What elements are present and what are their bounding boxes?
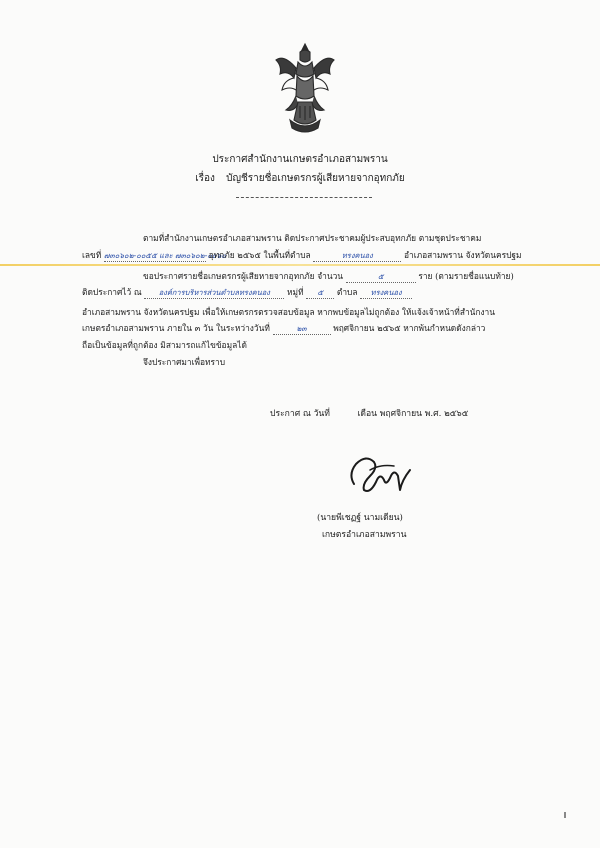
announce-count-label: ขอประกาศรายชื่อเกษตรกรผู้เสียหายจากอุทกภัย จำนวน [143,271,344,281]
posted-at-label: ติดประกาศไว้ ณ [82,287,142,297]
tambon-label: ตำบล [336,287,358,297]
signatory-position: เกษตรอำเภอสามพราน [322,530,407,540]
subdistrict-fill: ทรงคนอง [313,251,401,262]
subject-label: เรื่อง [195,173,215,184]
announcement-date-line [270,406,468,420]
body-line-4 [82,285,412,299]
fold-crease [0,264,600,266]
announcement-subject-line [0,171,600,186]
body-line-8: จึงประกาศมาเพื่อทราบ [143,357,226,367]
date-lead-text: ประกาศ ณ วันที่ [270,409,330,419]
signatory-name: (นายพีเชฏฐ์ นามเดียน) [317,513,403,523]
heading-divider [236,197,372,198]
disaster-area-text: อุทกภัย ๒๕๖๕ ในพื้นที่ตำบล [208,250,311,260]
body-line-6 [82,321,485,335]
deadline-tail-text: พฤศจิกายน ๒๕๖๕ หากพ้นกำหนดดังกล่าว [333,323,486,333]
date-tail-text: เดือน พฤศจิกายน พ.ศ. ๒๕๖๕ [357,409,469,419]
serial-number-fill: ๗๓๐๖๐๒-๐๐๕๕ และ ๗๓๐๖๐๒-๐๐๖๐ [103,251,226,260]
tambon-fill: ทรงคนอง [360,288,412,299]
body-line-7: ถือเป็นข้อมูลที่ถูกต้อง มิสามารถแก้ไขข้อมูลได้ [82,340,247,350]
deadline-date-fill: ๒๓ [273,324,331,335]
subject-text: บัญชีรายชื่อเกษตรกรผู้เสียหายจากอุทกภัย [226,173,405,184]
posting-place-fill: องค์การบริหารส่วนตำบลทรงคนอง [144,288,284,299]
garuda-emblem-icon [272,40,338,136]
district-province-text: อำเภอสามพราน จังหวัดนครปฐม [404,250,522,260]
body-line-3 [143,269,514,283]
signature-mark [340,450,422,498]
attached-list-text: ราย (ตามรายชื่อแนบท้าย) [418,271,514,281]
body-line-1: ตามที่สำนักงานเกษตรอำเภอสามพราน ติดประกาศประชาคมผู้ประสบอุทกภัย ตามชุดประชาคม [143,233,482,243]
deadline-lead-text: เกษตรอำเภอสามพราน ภายใน ๓ วัน ในระหว่างวันที่ [82,323,270,333]
farmer-count-fill: ๕ [346,272,416,283]
moo-label: หมู่ที่ [286,287,304,297]
paper-speck [563,812,567,818]
body-line-2 [82,248,522,262]
serial-label: เลขที่ [82,250,102,260]
body-line-5: อำเภอสามพราน จังหวัดนครปฐม เพื่อให้เกษตรกรตรวจสอบข้อมูล หากพบข้อมูลไม่ถูกต้อง ให้แจ้งเจ้าหน้าที่สำนักงาน [82,307,495,317]
announcement-title: ประกาศสำนักงานเกษตรอำเภอสามพราน [212,154,388,165]
moo-fill: ๕ [306,288,334,299]
